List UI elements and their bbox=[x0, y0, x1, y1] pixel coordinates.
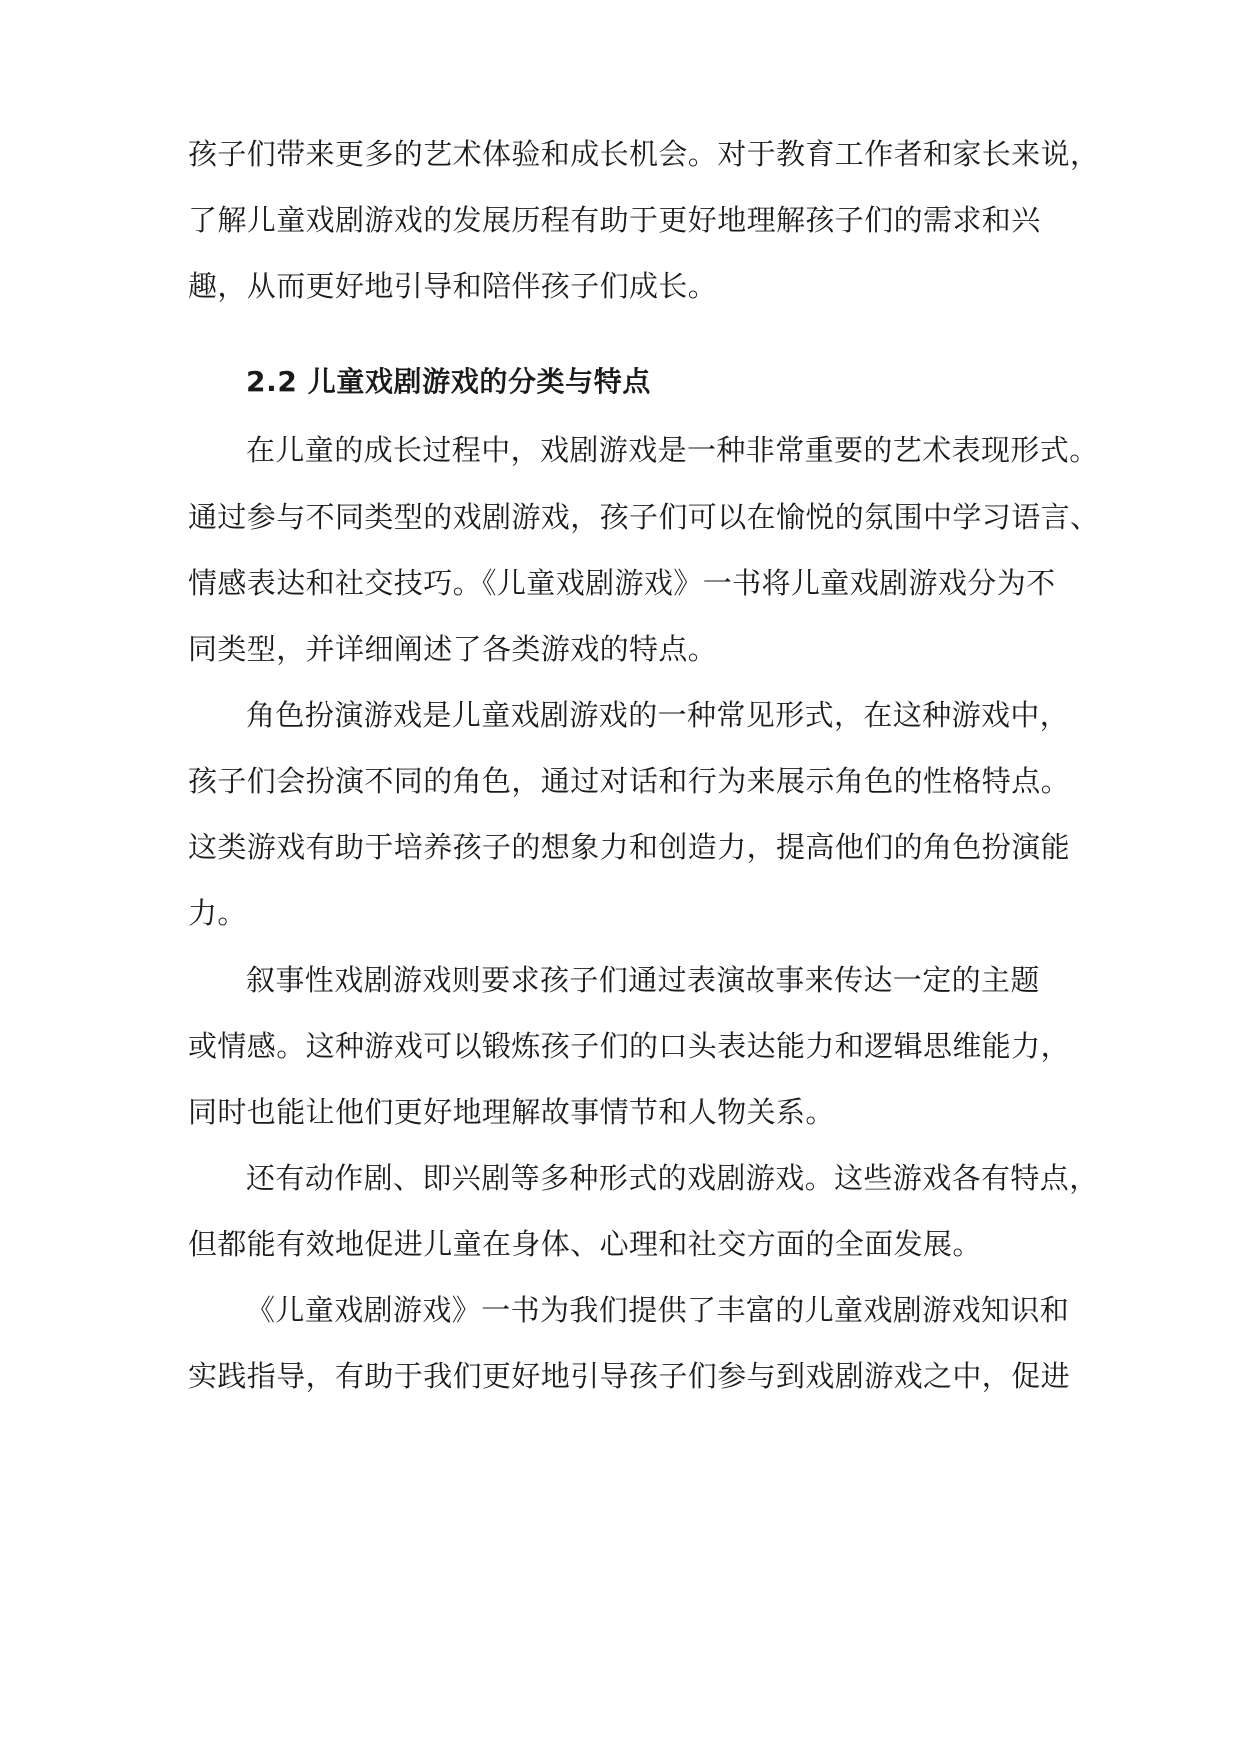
paragraph-line: 同时也能让他们更好地理解故事情节和人物关系。 bbox=[188, 1095, 835, 1129]
paragraph-line: 力。 bbox=[188, 896, 247, 930]
paragraph-line: 叙事性戏剧游戏则要求孩子们通过表演故事来传达一定的主题 bbox=[246, 963, 1040, 997]
section-heading: 2.2 儿童戏剧游戏的分类与特点 bbox=[246, 365, 651, 398]
paragraph-line: 《儿童戏剧游戏》一书为我们提供了丰富的儿童戏剧游戏知识和 bbox=[246, 1293, 1070, 1327]
paragraph-line: 或情感。这种游戏可以锻炼孩子们的口头表达能力和逻辑思维能力， bbox=[188, 1029, 1071, 1063]
paragraph-line: 这类游戏有助于培养孩子的想象力和创造力，提高他们的角色扮演能 bbox=[188, 830, 1071, 864]
paragraph-line: 还有动作剧、即兴剧等多种形式的戏剧游戏。这些游戏各有特点， bbox=[246, 1161, 1099, 1195]
paragraph-line: 通过参与不同类型的戏剧游戏，孩子们可以在愉悦的氛围中学习语言、 bbox=[188, 500, 1100, 534]
paragraph-line: 同类型，并详细阐述了各类游戏的特点。 bbox=[188, 632, 718, 666]
paragraph-line: 角色扮演游戏是儿童戏剧游戏的一种常见形式，在这种游戏中， bbox=[246, 698, 1070, 732]
intro-line: 趣，从而更好地引导和陪伴孩子们成长。 bbox=[188, 269, 718, 303]
paragraph-line: 孩子们会扮演不同的角色，通过对话和行为来展示角色的性格特点。 bbox=[188, 764, 1071, 798]
intro-line: 了解儿童戏剧游戏的发展历程有助于更好地理解孩子们的需求和兴 bbox=[188, 203, 1041, 237]
paragraph-line: 但都能有效地促进儿童在身体、心理和社交方面的全面发展。 bbox=[188, 1227, 982, 1261]
intro-line: 孩子们带来更多的艺术体验和成长机会。对于教育工作者和家长来说， bbox=[188, 137, 1100, 171]
paragraph-line: 在儿童的成长过程中，戏剧游戏是一种非常重要的艺术表现形式。 bbox=[246, 433, 1099, 467]
paragraph-line: 实践指导，有助于我们更好地引导孩子们参与到戏剧游戏之中，促进 bbox=[188, 1359, 1071, 1393]
paragraph-line: 情感表达和社交技巧。《儿童戏剧游戏》一书将儿童戏剧游戏分为不 bbox=[188, 566, 1056, 600]
